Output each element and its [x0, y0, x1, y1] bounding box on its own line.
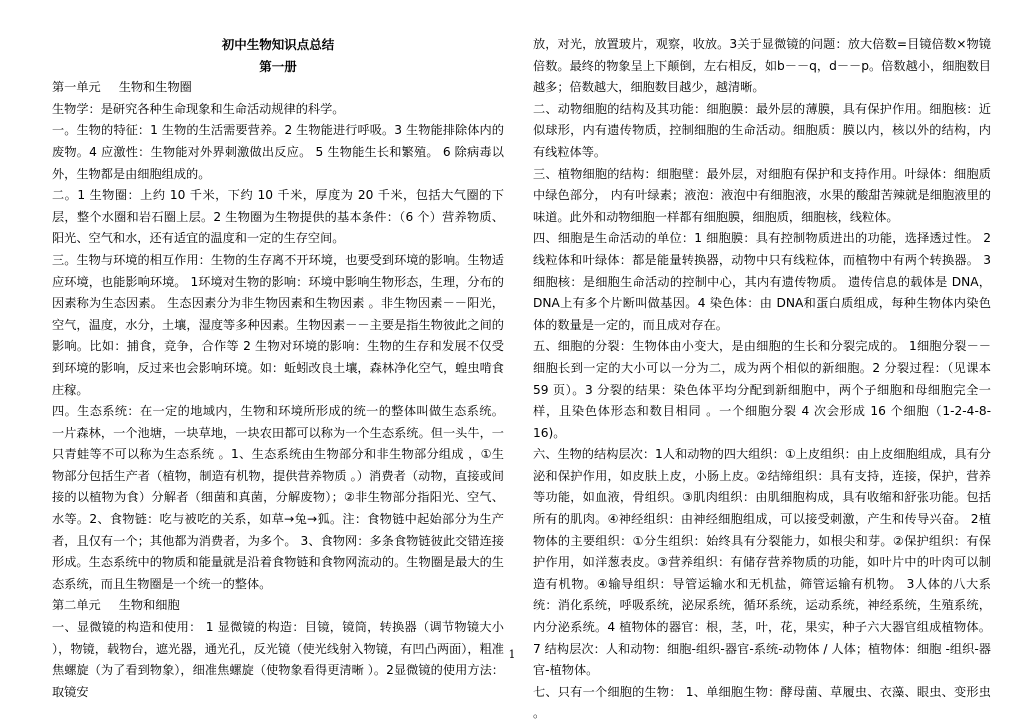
paragraph: 四、细胞是生命活动的单位：1 细胞膜：具有控制物质进出的功能，选择透过性。 2 线粒体和叶绿体：都是能量转换器，动物中只有线粒体，而植物中有两个转换器。 3细胞核：是细胞生命活动的控制中心，其内有遗传物质。 遗传信息的载体是 DNA，DNA上有多个片断叫做基因。4 染色体：由 DNA和蛋白质组成，每种生物体内染色体的数量是一定的，而且成对存在。: [533, 231, 991, 332]
paragraph: 一、显微镜的构造和使用： 1 显微镜的构造：目镜，镜筒，转换器（调节物镜大小 ），物镜，载物台，遮光器，通光孔，反光镜（使光线射入物镜，有凹凸两面），粗准焦螺旋（为了看到物象），细准焦螺旋（使物象看得更清晰 ）。2显微镜的使用方法：取镜安: [52, 620, 504, 699]
unit-heading: [52, 595, 504, 617]
paragraph: 一。生物的特征：1 生物的生活需要营养。2 生物能进行呼吸。3 生物能排除体内的废物。4 应激性：生物能对外界刺激做出反应。 5 生物能生长和繁殖。 6 除病毒以外，生物都是由细胞组成的。: [52, 123, 504, 181]
paragraph: 生物学：是研究各种生命现象和生命活动规律的科学。: [52, 101, 345, 116]
unit-number: 第二单元: [52, 598, 101, 613]
paragraph: 三。生物与环境的相互作用：生物的生存离不开环境，也要受到环境的影响。生物适应环境，也能影响环境。 1环境对生物的影响：环境中影响生物形态，生理，分布的因素称为生态因素。 生态因素分为非生物因素和生物因素 。非生物因素－－阳光，空气，温度，水分，土壤，湿度等多种因素。生物因素－－主要是指生物彼此之间的影响。比如：捕食，竞争，合作等 2 生物对环境的影响：生物的生存和发展不仅受到环境的影响，反过来也会影响环境。如：蚯蚓改良土壤，森林净化空气，蝗虫啃食庄稼。: [52, 252, 504, 397]
paragraph: 二、动物细胞的结构及其功能：细胞膜：最外层的薄膜，具有保护作用。细胞核：近似球形，内有遗传物质，控制细胞的生命活动。细胞质：膜以内，核以外的结构，内有线粒体等。: [533, 101, 991, 159]
unit-title: 生物和生物圈: [118, 80, 192, 95]
page-number: 1: [508, 648, 516, 661]
unit-title: 生物和细胞: [118, 598, 180, 613]
volume-heading: 第一册: [259, 58, 297, 74]
paragraph: 六、生物的结构层次：1人和动物的四大组织：①上皮组织：由上皮细胞组成，具有分泌和保护作用，如皮肤上皮，小肠上皮。②结缔组织：具有支持，连接，保护，营养等功能，如血液，骨组织。③肌肉组织：由肌细胞构成，具有收缩和舒张功能。包括所有的肌肉。④神经组织：由神经细胞组成，可以接受刺激，产生和传导兴奋。 2植物体的主要组织：①分生组织：始终具有分裂能力，如根尖和芽。②保护组织：有保护作用，如洋葱表皮。③营养组织：有储存营养物质的功能，如叶片中的叶肉可以制造有机物。④输导组织：导管运输水和无机盐，筛管运输有机物。 3人体的八大系统：消化系统，呼吸系统，泌尿系统，循环系统，运动系统，神经系统，生殖系统，内分泌系统。4 植物体的器官：根，茎，叶，花，果实，种子六大器官组成植物体。 7 结构层次：人和动物：细胞-组织-器官-系统-动物体 / 人体；植物体：细胞 -组织-器官-植物体。: [533, 447, 991, 678]
unit-heading: [52, 77, 504, 99]
unit-number: 第一单元: [52, 80, 101, 95]
paragraph: 三、植物细胞的结构：细胞壁：最外层，对细胞有保护和支持作用。叶绿体：细胞质中绿色部分， 内有叶绿素；液泡：液泡中有细胞液，水果的酸甜苦辣就是细胞液里的味道。此外和动物细胞一样都有细胞膜，细胞质，细胞核，线粒体。: [533, 166, 991, 224]
paragraph: 放，对光，放置玻片，观察，收放。3关于显微镜的问题：放大倍数=目镜倍数×物镜倍数。最终的物象呈上下颠倒，左右相反，如b－－q，d－－p。倍数越小，细胞数目越多；倍数越大，细胞数目越少，越清晰。: [533, 37, 991, 95]
document-title: 初中生物知识点总结: [221, 37, 335, 52]
paragraph: 七、只有一个细胞的生物： 1、单细胞生物：酵母菌、草履虫、衣藻、眼虫、变形虫 。: [533, 684, 991, 721]
left-column: [52, 34, 504, 703]
paragraph: 二。1 生物圈：上约 10 千米，下约 10 千米，厚度为 20 千米，包括大气圈的下层，整个水圈和岩石圈上层。2 生物圈为生物提供的基本条件：（6 个）营养物质、阳光、空气和水，还有适宜的温度和一定的生存空间。: [52, 188, 504, 246]
paragraph: 四。生态系统：在一定的地域内，生物和环境所形成的统一的整体叫做生态系统。 一片森林，一个池塘，一块草地，一块农田都可以称为一个生态系统。但一头牛，一只青蛙等不可以称为生态系统 。1、生态系统由生物部分和非生物部分组成 ，①生物部分包括生产者（植物，制造有机物，提供营养物质 。）消费者（动物，直接或间接的以植物为食）分解者（细菌和真菌，分解废物）；②非生物部分指阳光、空气、水等。2、食物链：吃与被吃的关系，如草→兔→狐。注：食物链中起始部分为生产者，且仅有一个；其他都为消费者，为多个。 3、食物网：多条食物链彼此交错连接形成。生态系统中的物质和能量就是沿着食物链和食物网流动的。生物圈是最大的生态系统，而且生物圈是一个统一的整体。: [52, 404, 504, 591]
paragraph: 五、细胞的分裂：生物体由小变大，是由细胞的生长和分裂完成的。 1细胞分裂－－细胞长到一定的大小可以一分为二，成为两个相似的新细胞。2 分裂过程：（见课本 59 页）。3 分裂的结果：染色体平均分配到新细胞中，两个子细胞和母细胞完全一样，且染色体形态和数目相同 。一个细胞分裂 4 次会形成 16 个细胞（1-2-4-8-16)。: [533, 339, 991, 440]
right-column: [533, 34, 991, 725]
